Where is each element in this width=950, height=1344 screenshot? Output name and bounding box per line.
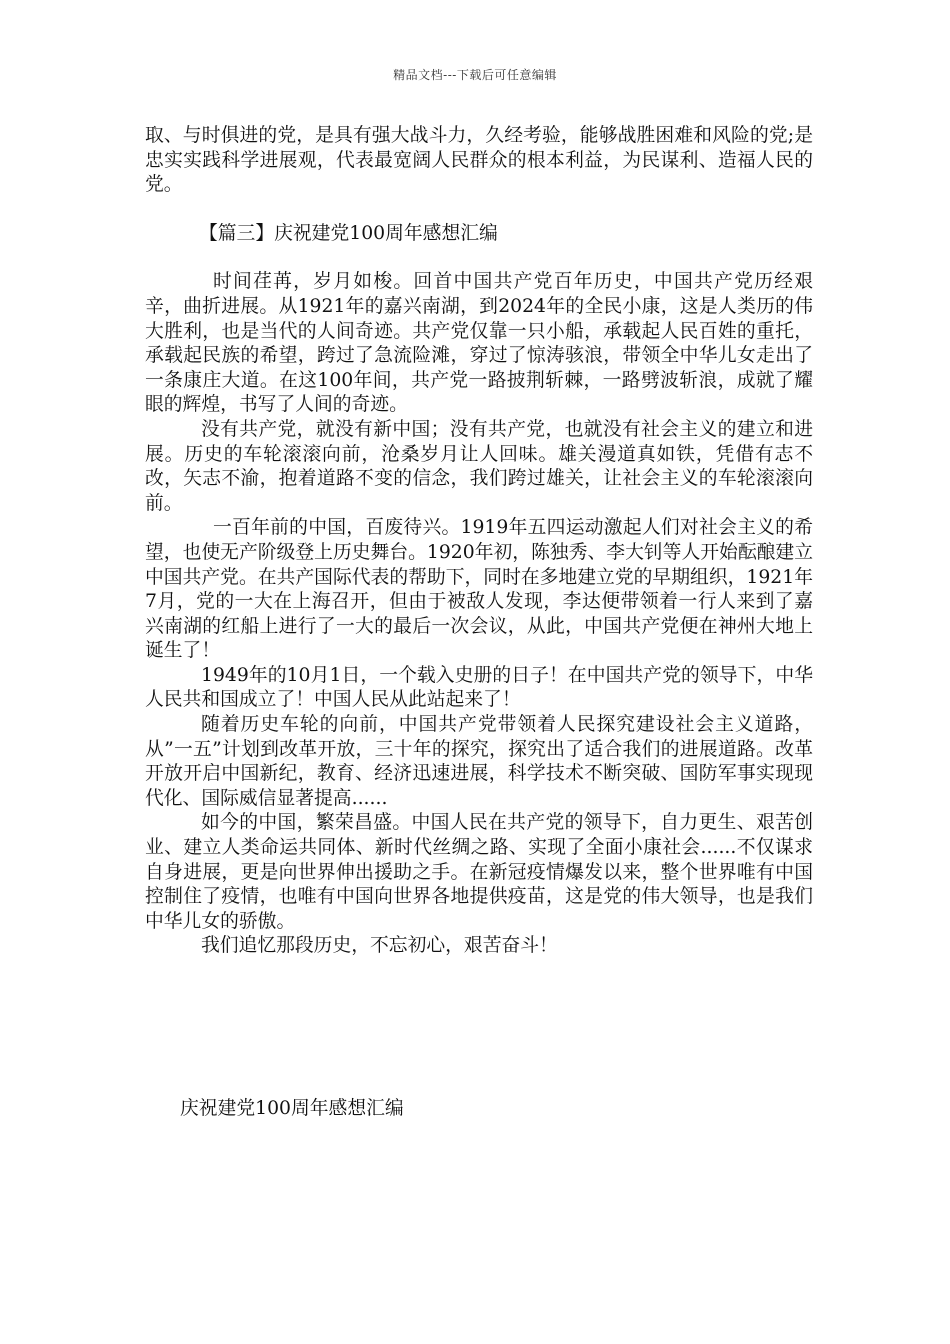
paragraph-5: 随着历史车轮的向前，中国共产党带领着人民探究建设社会主义道路，从”一五”计划到改革开放，三十年的探究，探究出了适合我们的进展道路。改革开放开启中国新纪，教育、经济迅速进展，科学技术不断突破、国防军事实现现代化、国际威信显著提高...... [145, 714, 813, 809]
paragraph-3: 一百年前的中国，百废待兴。1919年五四运动激起人们对社会主义的希望，也使无产阶级登上历史舞台。1920年初，陈独秀、李大钊等人开始酝酿建立中国共产党。在共产国际代表的帮助下，同时在多地建立党的早期组织，1921年7月，党的一大在上海召开，但由于被敌人发现，李达便带领着一行人来到了嘉兴南湖的红船上进行了一大的最后一次会议，从此，中国共产党便在神州大地上诞生了！ [145, 517, 813, 662]
paragraph-1: 时间荏苒，岁月如梭。回首中国共产党百年历史，中国共产党历经艰辛，曲折进展。从1921年的嘉兴南湖，到2024年的全民小康，这是人类历的伟大胜利，也是当代的人间奇迹。共产党仅靠一只小船，承载起人民百姓的重托，承载起民族的希望，跨过了急流险滩，穿过了惊涛骇浪，带领全中华儿女走出了一条康庄大道。在这100年间，共产党一路披荆斩棘，一路劈波斩浪，成就了耀眼的辉煌，书写了人间的奇迹。 [145, 271, 813, 416]
section-heading: 【篇三】庆祝建党100周年感想汇编 [199, 222, 498, 244]
paragraph-continuation: 取、与时俱进的党，是具有强大战斗力，久经考验，能够战胜困难和风险的党;是忠实实践科学进展观，代表最宽阔人民群众的根本利益，为民谋利、造福人民的党。 [145, 125, 813, 196]
paragraph-4: 1949年的10月1日，一个载入史册的日子！在中国共产党的领导下，中华人民共和国成立了！中国人民从此站起来了！ [145, 664, 813, 711]
paragraph-7: 我们追忆那段历史，不忘初心，艰苦奋斗！ [201, 935, 558, 957]
footer-title: 庆祝建党100周年感想汇编 [180, 1098, 404, 1119]
page-header: 精品文档---下载后可任意编辑 [393, 68, 557, 82]
paragraph-6: 如今的中国，繁荣昌盛。中国人民在共产党的领导下，自力更生、艰苦创业、建立人类命运共同体、新时代丝绸之路、实现了全面小康社会......不仅谋求自身进展，更是向世界伸出援助之手。在新冠疫情爆发以来，整个世界唯有中国控制住了疫情，也唯有中国向世界各地提供疫苗，这是党的伟大领导，也是我们中华儿女的骄傲。 [145, 812, 813, 932]
paragraph-2: 没有共产党，就没有新中国；没有共产党，也就没有社会主义的建立和进展。历史的车轮滚滚向前，沧桑岁月让人回味。雄关漫道真如铁，凭借有志不改，矢志不渝，抱着道路不变的信念，我们跨过雄关，让社会主义的车轮滚滚向前。 [145, 418, 813, 514]
document-body [145, 124, 813, 959]
